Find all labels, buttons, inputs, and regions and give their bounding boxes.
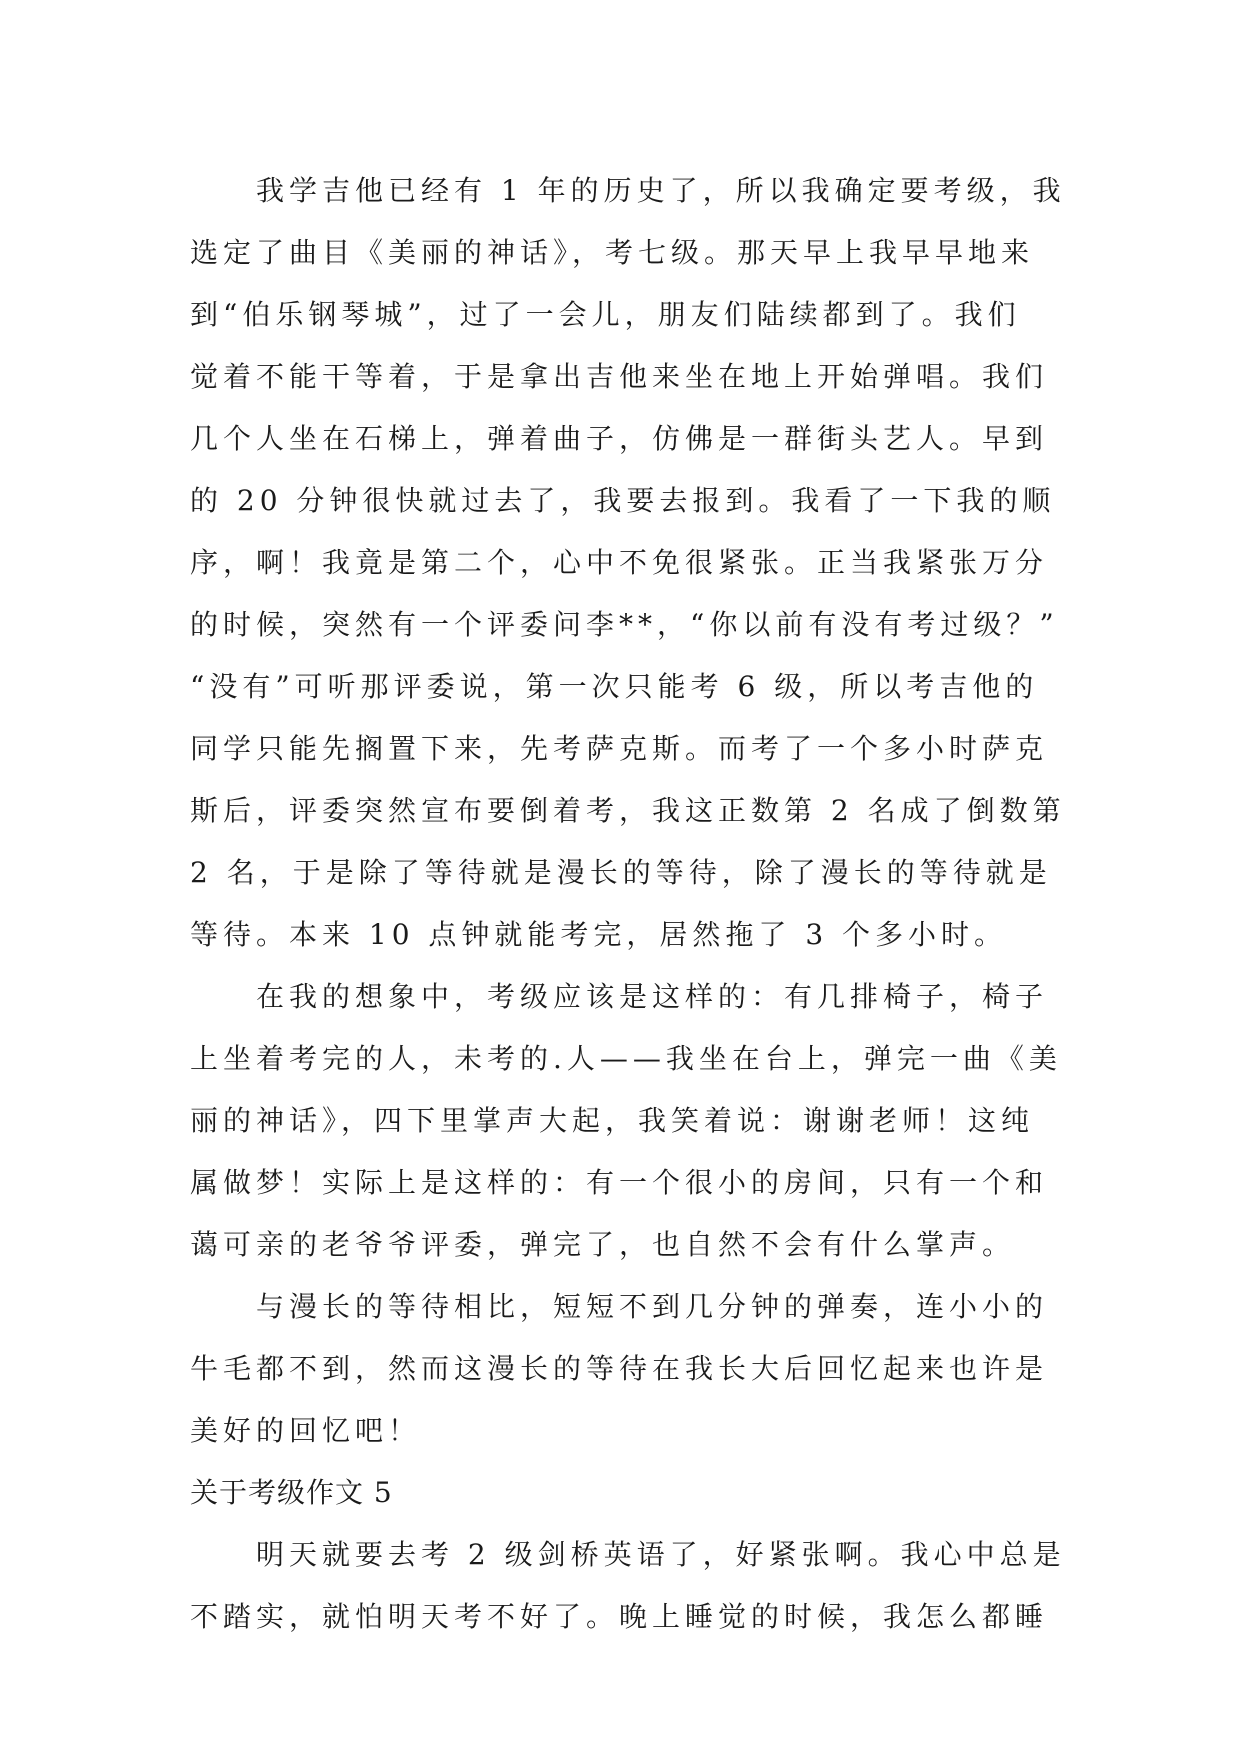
text-line: 牛毛都不到，然而这漫长的等待在我长大后回忆起来也许是 (190, 1352, 1049, 1385)
paragraph-conclusion (190, 1276, 1070, 1462)
text-line: 觉着不能干等着，于是拿出吉他来坐在地上开始弹唱。我们 (190, 360, 1049, 393)
text-line: 上坐着考完的人，未考的.人——我坐在台上，弹完一曲《美 (190, 1042, 1062, 1075)
text-line: 到“伯乐钢琴城”，过了一会儿，朋友们陆续都到了。我们 (190, 298, 1021, 331)
paragraph-english-exam (190, 1524, 1070, 1648)
text-line: 我学吉他已经有 1 年的历史了，所以我确定要考级，我 (190, 174, 1066, 207)
text-line: 属做梦！实际上是这样的：有一个很小的房间，只有一个和 (190, 1166, 1049, 1199)
text-line: 蔼可亲的老爷爷评委，弹完了，也自然不会有什么掌声。 (190, 1228, 1016, 1261)
text-line: 的时候，突然有一个评委问李**，“你以前有没有考过级？” (190, 608, 1059, 641)
document-body (190, 160, 1070, 1648)
text-line: 明天就要去考 2 级剑桥英语了，好紧张啊。我心中总是 (190, 1538, 1066, 1571)
text-line: 在我的想象中，考级应该是这样的：有几排椅子，椅子 (190, 980, 1049, 1013)
text-line: 斯后，评委突然宣布要倒着考，我这正数第 2 名成了倒数第 (190, 794, 1066, 827)
text-line: 序，啊！我竟是第二个，心中不免很紧张。正当我紧张万分 (190, 546, 1049, 579)
text-line: 丽的神话》，四下里掌声大起，我笑着说：谢谢老师！这纯 (190, 1104, 1035, 1137)
section-heading: 关于考级作文 5 (190, 1476, 393, 1509)
text-line: 同学只能先搁置下来，先考萨克斯。而考了一个多小时萨克 (190, 732, 1049, 765)
text-line: 美好的回忆吧！ (190, 1414, 422, 1447)
text-line: 不踏实，就怕明天考不好了。晚上睡觉的时候，我怎么都睡 (190, 1600, 1049, 1633)
text-line: 选定了曲目《美丽的神话》，考七级。那天早上我早早地来 (190, 236, 1035, 269)
text-line: 的 20 分钟很快就过去了，我要去报到。我看了一下我的顺 (190, 484, 1056, 517)
text-line: 与漫长的等待相比，短短不到几分钟的弹奏，连小小的 (190, 1290, 1049, 1323)
text-line: 2 名，于是除了等待就是漫长的等待，除了漫长的等待就是 (190, 856, 1052, 889)
paragraph-imagination (190, 966, 1070, 1276)
paragraph-guitar-exam (190, 160, 1070, 966)
text-line: 几个人坐在石梯上，弹着曲子，仿佛是一群街头艺人。早到 (190, 422, 1049, 455)
text-line: “没有”可听那评委说，第一次只能考 6 级，所以考吉他的 (190, 670, 1039, 703)
text-line: 等待。本来 10 点钟就能考完，居然拖了 3 个多小时。 (190, 918, 1008, 951)
